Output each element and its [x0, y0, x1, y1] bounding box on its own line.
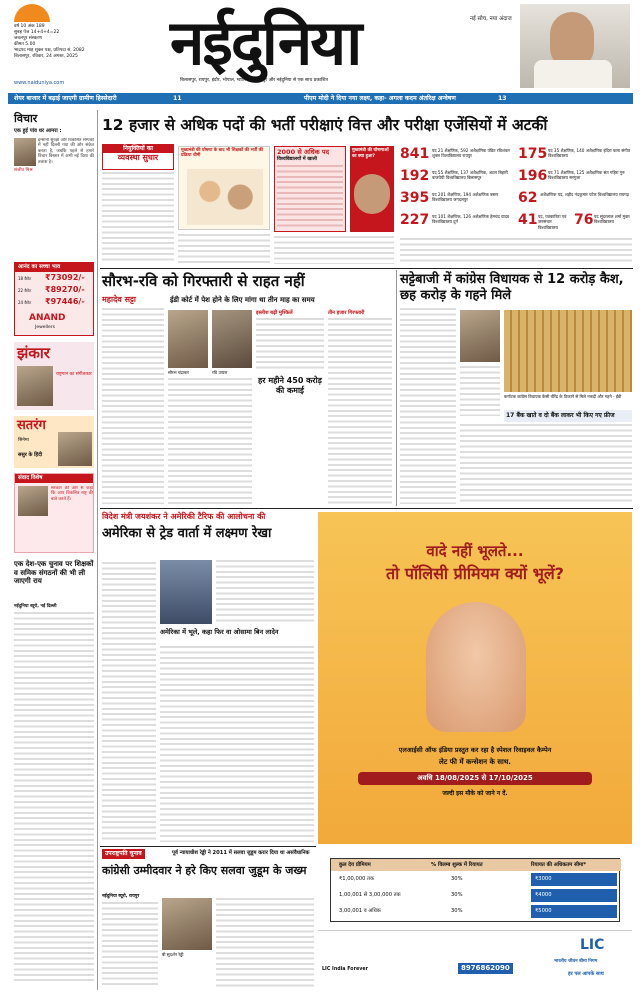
lead-tag — [102, 144, 174, 170]
saurabh-col-1 — [102, 308, 164, 504]
mid-rule — [396, 270, 397, 506]
saurabh-kicker: महादेव सट्टा — [102, 295, 136, 304]
lic-footer — [318, 930, 632, 988]
gold-row — [18, 300, 31, 305]
reddy-photo — [162, 898, 212, 950]
ad-title1: वादे नहीं भूलते... — [426, 542, 524, 560]
table-head-2: % विलम्ब शुल्क में रियायत — [431, 862, 483, 868]
table-header — [331, 859, 621, 871]
pm-photo — [520, 4, 630, 88]
lead-box2 — [350, 146, 394, 232]
lead-cartoon — [178, 146, 270, 230]
ravi-caption: रवि उप्पल — [212, 370, 228, 375]
table-row — [331, 873, 621, 887]
meta-line: कीमत 5.00 — [14, 42, 36, 47]
saurabh-box1-body — [256, 318, 324, 370]
jhankar-photo — [17, 366, 53, 406]
side-story-title: एक देश-एक चुनाव पर शिक्षकों व समिक संगठनों की भी ली जाएगी राय — [14, 560, 94, 585]
social-handle: LIC India Forever — [322, 967, 368, 972]
ticker-left-page: 11 — [173, 95, 182, 102]
satta-note: 17 बैंक खाते व दो बैंक लाकर भी किए गए फ्रीज — [504, 410, 632, 422]
social-bar[interactable] — [322, 967, 442, 973]
table-head-1: कुल देय प्रीमियम — [339, 862, 371, 868]
reddy-caption: बी सुदर्शन रेड्डी — [162, 952, 184, 957]
table-cell: 30% — [451, 892, 463, 898]
gold-price: ₹97446/- — [45, 297, 85, 306]
saurabh-col-2 — [168, 378, 252, 504]
meta-line: वर्ष 10 अंक 189 — [14, 24, 45, 29]
post-text: पद सुंदरलाल शर्मा मुक्त विश्वविद्यालय — [594, 214, 630, 225]
mla-photo — [460, 310, 500, 362]
post-item — [400, 190, 514, 210]
side-story-byline: नईदुनिया ब्यूरो, नई दिल्ली — [14, 604, 57, 609]
gold-karat: 18 कैरेट — [18, 276, 32, 281]
saurabh-deck: ईडी कोर्ट में पेश होने के लिए मांगा था तीन माह का समय — [170, 296, 315, 304]
ad-body: एलआईसी ऑफ इंडिया प्रस्तुत कर रहा है स्पेशल रिवाइवल कैम्पेन — [398, 746, 552, 754]
table-cell: ₹4000 — [531, 889, 617, 902]
posts-grid — [400, 146, 632, 236]
sanvad-photo — [18, 486, 48, 516]
post-text: पद 71 शैक्षणिक, 125 अशैक्षणिक संत गहिरा गुरु विश्वविद्यालय सरगुजा — [548, 170, 625, 181]
trade-col-2 — [216, 560, 314, 624]
saurabh-box2-body — [328, 318, 392, 504]
jhankar-title: झंकार — [17, 344, 50, 362]
meta-line: जबलपुर संस्करण — [14, 36, 43, 41]
gold-row — [18, 276, 31, 281]
masthead — [0, 0, 640, 92]
post-text: अशैक्षणिक पद, शहीद नंदकुमार पटेल विश्वविद्यालय रायगढ़ — [540, 192, 629, 197]
post-count: 192 — [400, 168, 430, 184]
divider — [100, 508, 633, 509]
bypoll-sub: पूर्व न्यायाधीश रेड्डी ने 2011 में सलवा जुडूम करार दिया था असंवैधानिक — [172, 850, 310, 856]
phone-number[interactable]: 8976862090 — [458, 963, 513, 974]
minister-photo — [354, 174, 390, 214]
gold-rate-ad — [14, 262, 94, 336]
gold-karat: 24 कैरेट — [18, 300, 32, 305]
bypoll-byline: नईदुनिया ब्यूरो, रायपुर — [102, 894, 140, 899]
sanvad-title: संवाद विशेष — [15, 474, 93, 483]
post-item — [400, 168, 514, 188]
vichar-byline: संजीव मिश्र — [14, 168, 33, 173]
vichar-text: इन्सानी सुरक्षा और विकसित सम्पर्कों में नहीं दिल्ली गया की ओर संकेत करता है, जबकि पहले से हमारे विचार विस्तार में अभी नई दिशा की तलाश है। — [38, 138, 94, 165]
table-head-3: रियायत की अधिकतम सीमा* — [531, 862, 587, 868]
ravi-photo — [212, 310, 252, 368]
table-cell: 1,00,001 से 3,00,000 तक — [339, 892, 401, 898]
gold-title: आनंद का सच्चा भाव — [15, 263, 93, 272]
table-cell: 30% — [451, 876, 463, 882]
vichar-section — [14, 112, 94, 254]
trade-kicker: विदेश मंत्री जयशंकर ने अमेरिकी टैरिफ की आलोचना की — [102, 512, 266, 521]
lead-cap2: मुख्यमंत्री की घोषणाओं का क्या हुआ? — [352, 148, 389, 159]
website[interactable]: www.naiduniya.com — [14, 80, 65, 86]
post-count: 841 — [400, 146, 430, 162]
bypoll-kicker: उपराष्ट्रपति चुनाव — [102, 849, 145, 859]
divider — [100, 846, 316, 847]
satta-col-2 — [460, 366, 500, 416]
meta-line: बिलासपुर, रविवार, 24 अगस्त, 2025 — [14, 54, 78, 59]
ticker-bar — [8, 93, 633, 104]
ad-cta: जल्दी इस मौके को जाने न दें. — [442, 790, 508, 797]
lic-logo: LIC — [580, 937, 605, 953]
post-item — [518, 190, 632, 210]
saurabh-headline[interactable]: सौरभ-रवि को गिरफ्तारी से राहत नहीं — [102, 272, 305, 290]
lead-tag1: नियुक्तियों का — [103, 145, 173, 153]
post-count: 41 — [518, 212, 538, 228]
post-item — [400, 146, 514, 166]
lead-col-4 — [400, 238, 632, 264]
saurabh-photo — [168, 310, 208, 368]
satrang-title: सतरंग — [17, 418, 46, 433]
table-cell: ₹5000 — [531, 905, 617, 918]
portrait-shirt — [534, 60, 612, 88]
lic-sub: भारतीय जीवन बीमा निगम — [554, 959, 598, 964]
divider — [100, 268, 633, 269]
table-cell: 30% — [451, 908, 463, 914]
post-count: 175 — [518, 146, 548, 162]
side-story — [14, 560, 94, 985]
bypoll-col-2 — [216, 898, 314, 988]
ticker-right-page: 13 — [498, 95, 507, 102]
satta-col-3 — [460, 424, 632, 504]
bypoll-col-1 — [102, 902, 158, 988]
post-text: पद 21 शैक्षणिक, 592 अशैक्षणिक पंडित रविशंकर शुक्ल विश्वविद्यालय रायपुर — [432, 148, 510, 159]
trade-col-3 — [160, 646, 314, 842]
sanvad-text: सरकार की ओर से कहा कि आप विकसित राष्ट्र की बाते करते हैं। — [51, 486, 93, 502]
lead-cap1: मुख्यमंत्री की घोषणा के बाद भी शिक्षकों की भर्ती की प्रक्रिया धीमी — [181, 148, 264, 159]
vichar-title: एक हुई पांव धर आमरा : — [14, 128, 62, 134]
lead-col-1 — [102, 172, 174, 262]
saurabh-stat: हर महीने 450 करोड़ की कमाई — [258, 376, 322, 395]
lead-box1-body — [277, 165, 343, 229]
table-cell: ₹1,00,000 तक — [339, 876, 374, 882]
post-text: पद 201 शैक्षणिक, 194 अशैक्षणिक बस्तर विश्वविद्यालय जगदलपुर — [432, 192, 499, 203]
jhankar-sub: राष्ट्रगान का संगीतकार — [56, 372, 92, 377]
ad-period: अवधि 18/08/2025 से 17/10/2025 — [358, 772, 592, 785]
sanvad-box — [14, 473, 94, 553]
sunday-sub: ससुर के हिंदी — [18, 452, 43, 458]
jeweller-sub: Jewellers — [35, 325, 56, 330]
gold-price: ₹89270/- — [45, 285, 85, 294]
lead-col-3 — [274, 236, 394, 264]
satrang-photo — [58, 432, 92, 466]
editions-line: बिलासपुर, रायपुर, इंदौर, भोपाल, ग्वालियर, जबलपुर और नईदुनिया से एक साथ प्रकाशित — [180, 78, 328, 83]
ad-title2: तो पॉलिसी प्रीमियम क्यों भूलें? — [386, 564, 564, 583]
lead-box1-title: 2000 से अधिक पद — [277, 148, 330, 156]
lead-box1 — [274, 146, 346, 232]
post-count: 76 — [574, 212, 594, 228]
lead-tag2: व्यवस्था सुधार — [117, 152, 159, 162]
table-row — [331, 889, 621, 903]
meta-line: भाद्रपद माह शुक्ल पक्ष, प्रतिपदा सं. 2082 — [14, 48, 85, 53]
masthead-meta — [14, 24, 124, 60]
post-count: 395 — [400, 190, 430, 206]
post-count: 62 — [518, 190, 538, 206]
left-column-rule — [97, 110, 98, 990]
trade-headline[interactable]: अमेरिका से ट्रेड वार्ता में लक्ष्मण रेखा — [102, 526, 272, 541]
satrang-promo[interactable] — [14, 416, 94, 468]
post-count: 227 — [400, 212, 430, 228]
post-text: पद 55 शैक्षणिक, 137 अशैक्षणिक, अटल बिहारी वाजपेयी विश्वविद्यालय बिलासपुर — [432, 170, 508, 181]
masthead-title: नईदुनिया — [170, 6, 361, 79]
ad-body2: लेट फी में कन्सेशन के साथ. — [439, 758, 511, 766]
lead-col-2 — [178, 234, 270, 264]
cash-photo — [504, 310, 632, 392]
cartoon-figure — [187, 169, 263, 225]
side-story-body — [14, 612, 94, 982]
post-item — [400, 212, 514, 232]
jaishankar-photo — [160, 560, 212, 624]
ticker-left[interactable]: शेयर बाजार में बढ़ाई जाएगी ग्रामीण हिस्सेदारी — [14, 95, 117, 102]
post-item — [518, 212, 572, 232]
post-count: 196 — [518, 168, 548, 184]
table-cell: ₹3000 — [531, 873, 617, 886]
author-photo — [14, 138, 36, 166]
satta-headline[interactable]: सट्टेबाजी में कांग्रेस विधायक से 12 करोड़ कैश, छह करोड़ के गहने मिले — [400, 272, 624, 303]
post-text: पद, पत्रकारिता एवं जनसंचार विश्वविद्यालय — [538, 214, 567, 230]
jhankar-promo[interactable] — [14, 342, 94, 410]
masthead-tagline: नई सोच, नया अंदाज — [470, 16, 512, 22]
lead-box1-sub: विश्वविद्यालयों में खाली — [277, 157, 317, 163]
gold-price: ₹73092/- — [45, 273, 85, 282]
post-item — [574, 212, 632, 232]
satta-caption: कर्नाटक कांग्रेस विधायक केसी वीरेंद्र के ठिकाने से मिले नकदी और गहने - ईडी — [504, 394, 622, 399]
saurabh-box1: इस्लीश बढ़ी मुश्किलें — [256, 310, 293, 316]
post-item — [518, 168, 632, 188]
sun-logo-icon — [14, 4, 50, 22]
table-cell: 3,00,001 व अधिक — [339, 908, 381, 914]
lead-headline[interactable]: 12 हजार से अधिक पदों की भर्ती परीक्षाएं वित्त और परीक्षा एजेंसियों में अटकीं — [102, 116, 548, 134]
ticker-right[interactable]: पीएम मोदी ने दिया नया लक्ष्य, कहा- अगला कदम अंतरिक्ष अन्वेषण — [304, 95, 456, 102]
post-text: पद 101 शैक्षणिक, 126 अशैक्षणिक हेमचंद यादव विश्वविद्यालय दुर्ग — [432, 214, 510, 225]
trade-sub1: अमेरिका में भूले, कहा फिर वा ओसामा बिन लादेन — [160, 628, 279, 636]
trade-col-1 — [102, 562, 156, 842]
vichar-label: विचार — [14, 112, 38, 125]
table-row — [331, 905, 621, 919]
bypoll-headline[interactable]: कांग्रेसी उम्मीदवार ने हरे किए सलवा जुडूम के जख्म — [102, 864, 307, 877]
jeweller-logo: ANAND — [29, 313, 66, 323]
lic-motto: हर पल आपके साथ — [568, 971, 604, 977]
praying-hands-icon — [426, 602, 526, 732]
post-item — [518, 146, 632, 166]
saurabh-box2: तीन हजार गिरफ्तारी — [328, 310, 365, 316]
lic-table — [330, 858, 620, 922]
satrang-sub: सिनेमा — [18, 438, 29, 443]
meta-line: सुबह पेज 14+4+4=22 — [14, 30, 60, 35]
lic-ad[interactable] — [318, 512, 632, 844]
saurabh-caption: सौरभ चंद्राकर — [168, 370, 189, 375]
post-text: पद 35 शैक्षणिक, 140 अशैक्षणिक इंदिरा कला संगीत विश्वविद्यालय — [548, 148, 631, 159]
satta-col-1 — [400, 308, 456, 504]
gold-row — [18, 288, 31, 293]
gold-karat: 22 कैरेट — [18, 288, 32, 293]
